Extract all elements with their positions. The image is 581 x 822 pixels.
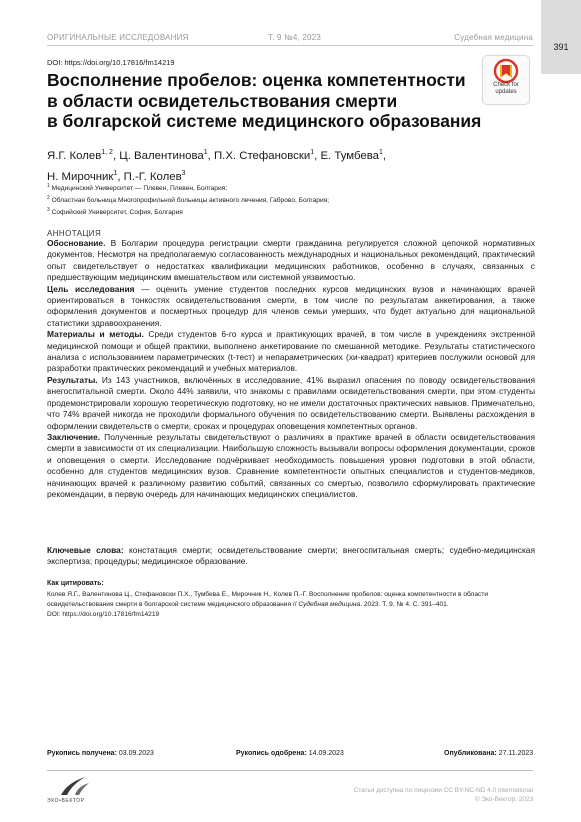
section-label: ОРИГИНАЛЬНЫЕ ИССЛЕДОВАНИЯ	[47, 33, 189, 42]
publisher-logo-icon	[55, 773, 95, 797]
check-for-updates-badge[interactable]	[482, 55, 530, 105]
copyright-text: © Эко-Вектор, 2023	[474, 796, 533, 803]
author: П.-Г. Колев$^3$	[123, 169, 186, 183]
abstract-methods: Материалы и методы. Среди студентов 6-го курса и практикующих врачей, в том числе в учреждениях экстренной медицинской помощи и общей практики, выполнено анкетирование по смешанной методике. Результаты статистического анализа с использованием параметрических (t-тест) и непараметрических (хи-квадрат) критериев послужили основой для разработки практических рекомендаций и учебных материалов.	[47, 329, 535, 374]
issue-label: Т. 9 №4, 2023	[268, 33, 321, 42]
header-divider	[47, 45, 533, 46]
citation-doi[interactable]: DOI: https://doi.org/10.17816/fm14219	[47, 611, 160, 618]
author: П.Х. Стефановски$^1$	[213, 149, 315, 162]
page-tab	[541, 0, 581, 74]
author: Н. Мирочник$^1$	[47, 169, 118, 183]
abstract-conclusion: Заключение. Полученные результаты свидетельствуют о различиях в практике врачей в области освидетельствования смерти в зависимости от их специализации. Наибольшую сложность вызывали вопросы оформления документации, сроков и оповещения о смерти. Исследование подчёркивает необходимость повышения уровня подготовки в этой области, особенно для студентов медицинских вузов. Сравнение компетентности опытных специалистов и студентов-медиков, начинающих врачей к различному развитию событий, связанных со смертью, позволило сформулировать практические рекомендации, в первую очередь для начинающих медицинских специалистов.	[47, 431, 535, 499]
article-doi[interactable]: DOI: https://doi.org/10.17816/fm14219	[47, 58, 175, 67]
affiliation: $^1$ Медицинский Университет — Плевен, Плевен, Болгария;	[47, 183, 228, 193]
published-date: Опубликована: 27.11.2023	[444, 750, 534, 757]
author: Ц. Валентинова$^1$	[119, 149, 208, 162]
footer-divider	[47, 770, 533, 771]
abstract-background: Обоснование. В Болгарии процедура регистрации смерти гражданина регулируется сложной цепочкой нормативных документов. Несмотря на предполагаемую согласованность международных и национальных рекомендаций, практический опыт свидетельствует о недостатках квалификации медицинских работников, особенно в случаях, связанных с предшествующим медицинским вмешательством или системной уязвимостью.	[47, 238, 536, 283]
badge-label: Check for updates	[493, 82, 519, 95]
citation-heading: Как цитировать:	[47, 580, 104, 587]
abstract-aim: Цель исследования — оценить умение студентов последних курсов медицинских вузов и начинающих врачей ориентироваться в тонкостях освидетельствования смерти, в том числе по результатам анкетирования, а также оформления документов и посмертных процедур для членов семьи умерших, что будет актуально для национальной статистики здравоохранения.	[47, 283, 535, 328]
affiliation: $^3$ Софийский Университет, София, Болгария	[47, 207, 183, 217]
title-line: Восполнение пробелов: оценка компетентности	[47, 70, 466, 90]
publisher-name: ЭКО•ВЕКТОР	[47, 798, 85, 804]
publisher-logo	[47, 773, 117, 807]
journal-label: Судебная медицина	[454, 33, 533, 42]
page-number: 391	[553, 42, 569, 52]
author: Я.Г. Колев$^{1, 2}$	[47, 149, 113, 162]
keywords: Ключевые слова: констатация смерти; освидетельствование смерти; внегоспитальная смерть; судебно-медицинская экспертиза; процедуры; медицинское образование.	[47, 545, 536, 567]
author: Е. Тумбева$^1$	[320, 149, 383, 162]
article-title	[47, 70, 487, 132]
abstract-body	[47, 238, 535, 500]
title-line: в области освидетельствования смерти	[47, 90, 398, 111]
license-text[interactable]: Статья доступна по лицензии CC BY-NC-ND 4.0 International	[353, 787, 533, 794]
accepted-date: Рукопись одобрена: 14.09.2023	[236, 750, 344, 757]
citation-text: Колев Я.Г., Валентинова Ц., Стефановски П.Х., Тумбева Е., Мирочник Н., Колев П.-Г. Восполнение пробелов: оценка компетентности в области освидетельствования смерти в болгарской системе медицинского образования // Судебная медицина. 2023. Т. 9, № 4. С. 391–401. DOI: https://doi.org/10.17816/fm14219	[47, 591, 489, 618]
title-line: в болгарской системе медицинского образования	[47, 111, 482, 131]
affiliation: $^2$ Областная больница Многопрофильной больницы активного лечения, Габрово, Болгария;	[47, 195, 330, 205]
received-date: Рукопись получена: 03.09.2023	[47, 750, 154, 757]
author-list: Я.Г. Колев$^{1, 2}$, Ц. Валентинова$^1$, П.Х. Стефановски$^1$, Е. Тумбева$^1$, Н. Мирочник$^1$, П.-Г. Колев$^3$	[47, 149, 387, 183]
abstract-heading: АННОТАЦИЯ	[47, 229, 102, 238]
abstract-results: Результаты. Из 143 участников, включённых в исследование, 41% выразил опасения по поводу освидетельствования внегоспитальной смерти. Около 44% заявили, что знакомы с правилами освидетельствования смерти, при этом студенты продемонстрировали хорошую теоретическую подготовку, но не имели достаточных практических навыков. Примечательно, что 74% врачей никогда не проходили формального обучения по освидетельствованию смерти. Выявлены расхождения в оформлении свидетельств о смерти, сроках и процедурах оповещения компетентных органов.	[47, 374, 535, 431]
